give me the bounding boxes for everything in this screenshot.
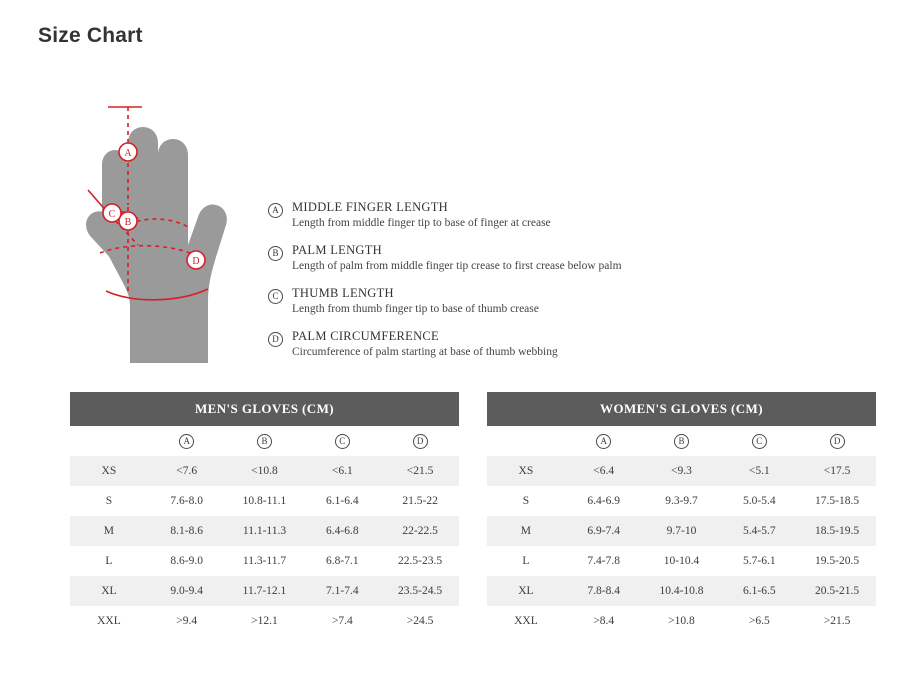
cell-size: L xyxy=(105,555,113,567)
table-row xyxy=(487,606,876,636)
table-header-row xyxy=(487,426,876,456)
cell-c: 6.1-6.4 xyxy=(325,495,359,507)
legend-badge-b-icon: B xyxy=(268,246,283,261)
cell-size: S xyxy=(105,495,113,507)
svg-text:D: D xyxy=(192,256,200,267)
cell-a: 6.4-6.9 xyxy=(587,495,620,507)
hand-illustration xyxy=(60,95,260,370)
cell-size: S xyxy=(522,495,530,507)
header-b xyxy=(643,426,721,456)
cell-d: 23.5-24.5 xyxy=(398,585,443,597)
mens-gloves-caption: MEN'S GLOVES (CM) xyxy=(70,392,459,426)
size-tables xyxy=(70,392,880,636)
legend-title-d: PALM CIRCUMFERENCE xyxy=(292,329,439,343)
womens-gloves-body xyxy=(487,456,876,636)
legend-title-c: THUMB LENGTH xyxy=(292,286,394,300)
cell-c: <6.1 xyxy=(331,465,353,477)
header-d-icon: D xyxy=(413,434,428,449)
cell-a: 7.8-8.4 xyxy=(587,585,620,597)
cell-size: XS xyxy=(518,465,534,477)
cell-b: 10.4-10.8 xyxy=(659,585,704,597)
mens-gloves-body xyxy=(70,456,459,636)
cell-d: 22-22.5 xyxy=(402,525,438,537)
legend-badge-c-icon: C xyxy=(268,289,283,304)
header-d-icon: D xyxy=(830,434,845,449)
svg-text:A: A xyxy=(124,148,132,159)
header-size xyxy=(487,426,565,456)
legend-title-b: PALM LENGTH xyxy=(292,243,382,257)
table-row xyxy=(487,576,876,606)
header-d xyxy=(798,426,876,456)
header-c-icon: C xyxy=(335,434,350,449)
cell-size: XS xyxy=(101,465,117,477)
cell-b: 11.7-12.1 xyxy=(242,585,287,597)
mens-gloves-table xyxy=(70,392,459,636)
header-a xyxy=(148,426,226,456)
cell-c: 6.4-6.8 xyxy=(325,525,359,537)
cell-d: 19.5-20.5 xyxy=(815,555,860,567)
cell-c: 5.7-6.1 xyxy=(742,555,776,567)
legend-desc-b: Length of palm from middle finger tip crease to first crease below palm xyxy=(292,260,622,272)
cell-d: >24.5 xyxy=(406,615,434,627)
cell-size: XL xyxy=(101,585,117,597)
table-row xyxy=(70,516,459,546)
cell-b: >12.1 xyxy=(251,615,278,627)
cell-d: 18.5-19.5 xyxy=(815,525,860,537)
womens-gloves-caption: WOMEN'S GLOVES (CM) xyxy=(487,392,876,426)
legend-badge-d-icon: D xyxy=(268,332,283,347)
svg-text:B: B xyxy=(124,217,132,228)
cell-size: XXL xyxy=(514,615,538,627)
hand-diagram xyxy=(60,95,260,370)
cell-size: L xyxy=(522,555,530,567)
cell-c: >6.5 xyxy=(748,615,770,627)
cell-c: 5.0-5.4 xyxy=(742,495,776,507)
table-row xyxy=(487,516,876,546)
cell-b: 9.3-9.7 xyxy=(665,495,698,507)
cell-d: 21.5-22 xyxy=(402,495,438,507)
womens-gloves-head xyxy=(487,426,876,456)
table-row xyxy=(70,486,459,516)
table-row xyxy=(70,546,459,576)
cell-d: <21.5 xyxy=(406,465,434,477)
legend-item-c xyxy=(268,286,688,322)
womens-gloves-table xyxy=(487,392,876,636)
cell-b: 9.7-10 xyxy=(666,525,697,537)
cell-size: XXL xyxy=(97,615,121,627)
measurement-legend xyxy=(268,200,688,372)
cell-c: <5.1 xyxy=(748,465,770,477)
cell-a: <7.6 xyxy=(176,465,198,477)
womens-gloves-table-wrap xyxy=(487,392,876,636)
page-title: Size Chart xyxy=(38,24,143,47)
cell-b: 11.1-11.3 xyxy=(242,525,287,537)
cell-d: 22.5-23.5 xyxy=(398,555,443,567)
cell-c: 6.8-7.1 xyxy=(325,555,359,567)
cell-c: 7.1-7.4 xyxy=(325,585,359,597)
cell-b: 10-10.4 xyxy=(663,555,700,567)
legend-badge-a-icon: A xyxy=(268,203,283,218)
cell-b: 11.3-11.7 xyxy=(242,555,287,567)
header-c xyxy=(720,426,798,456)
cell-a: >8.4 xyxy=(593,615,615,627)
svg-text:C: C xyxy=(108,209,116,220)
cell-c: 5.4-5.7 xyxy=(742,525,776,537)
cell-size: M xyxy=(520,525,532,537)
cell-d: 20.5-21.5 xyxy=(815,585,860,597)
table-row xyxy=(487,456,876,486)
legend-item-d xyxy=(268,329,688,365)
cell-c: 6.1-6.5 xyxy=(742,585,776,597)
legend-desc-d: Circumference of palm starting at base of thumb webbing xyxy=(292,346,558,358)
header-b-icon: B xyxy=(674,434,689,449)
header-a xyxy=(565,426,643,456)
legend-item-a xyxy=(268,200,688,236)
header-size xyxy=(70,426,148,456)
cell-b: <10.8 xyxy=(251,465,278,477)
cell-b: 10.8-11.1 xyxy=(242,495,287,507)
header-c xyxy=(303,426,381,456)
legend-title-a: MIDDLE FINGER LENGTH xyxy=(292,200,448,214)
cell-a: 8.6-9.0 xyxy=(170,555,203,567)
cell-a: <6.4 xyxy=(593,465,615,477)
mens-gloves-head xyxy=(70,426,459,456)
legend-desc-c: Length from thumb finger tip to base of thumb crease xyxy=(292,303,539,315)
table-row xyxy=(487,546,876,576)
cell-a: 7.6-8.0 xyxy=(170,495,203,507)
table-row xyxy=(70,576,459,606)
mens-gloves-table-wrap xyxy=(70,392,459,636)
cell-b: <9.3 xyxy=(671,465,692,477)
cell-d: <17.5 xyxy=(823,465,851,477)
table-row xyxy=(487,486,876,516)
table-header-row xyxy=(70,426,459,456)
cell-c: >7.4 xyxy=(331,615,353,627)
legend-desc-a: Length from middle finger tip to base of finger at crease xyxy=(292,217,551,229)
cell-d: >21.5 xyxy=(823,615,851,627)
table-row xyxy=(70,606,459,636)
header-d xyxy=(381,426,459,456)
cell-a: 8.1-8.6 xyxy=(170,525,203,537)
header-b xyxy=(226,426,304,456)
cell-size: M xyxy=(103,525,115,537)
legend-item-b xyxy=(268,243,688,279)
cell-a: 7.4-7.8 xyxy=(587,555,620,567)
cell-size: XL xyxy=(518,585,534,597)
header-b-icon: B xyxy=(257,434,272,449)
header-a-icon: A xyxy=(179,434,194,449)
cell-d: 17.5-18.5 xyxy=(815,495,860,507)
table-row xyxy=(70,456,459,486)
cell-b: >10.8 xyxy=(668,615,695,627)
header-a-icon: A xyxy=(596,434,611,449)
cell-a: 6.9-7.4 xyxy=(587,525,620,537)
header-c-icon: C xyxy=(752,434,767,449)
cell-a: 9.0-9.4 xyxy=(170,585,203,597)
cell-a: >9.4 xyxy=(176,615,198,627)
